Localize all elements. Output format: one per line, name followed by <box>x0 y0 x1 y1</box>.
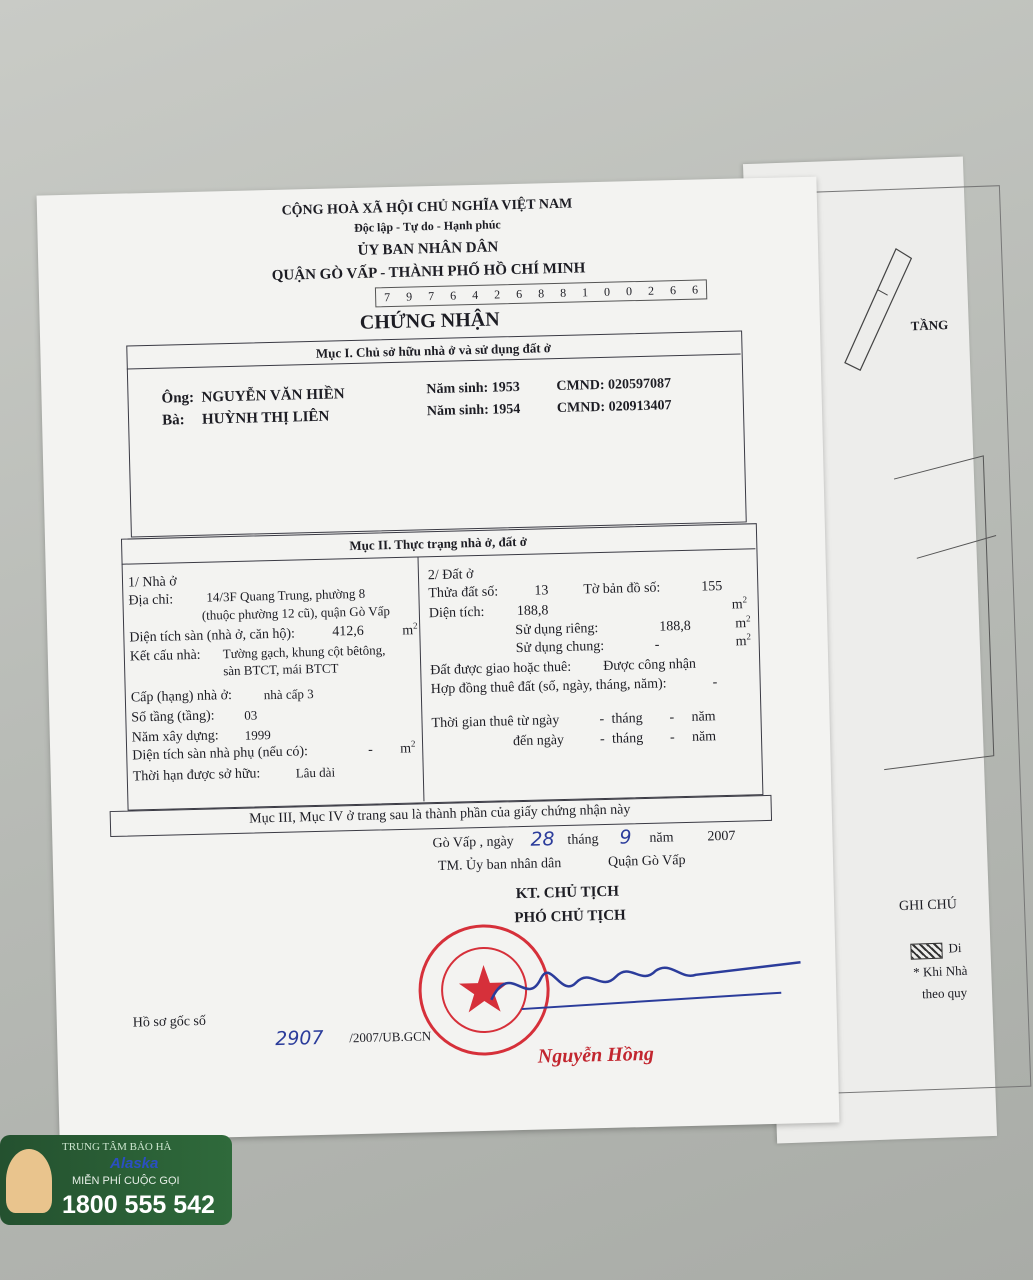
serial-digit: 0 <box>603 284 611 299</box>
serial-digit: 6 <box>691 282 699 297</box>
day-label: , ngày <box>479 834 514 851</box>
aux-area-value: - <box>368 742 374 758</box>
signature <box>480 932 812 1030</box>
floor-label: TẦNG <box>910 317 949 334</box>
serial-digit: 4 <box>471 287 479 303</box>
owner-1-prefix: Ông: <box>161 389 195 407</box>
owner-2-id: CMND: 020913407 <box>556 398 672 417</box>
lease-value: - <box>712 675 718 691</box>
built-label: Năm xây dựng: <box>131 728 219 746</box>
aux-area-label: Diện tích sàn nhà phụ (nếu có): <box>132 744 309 764</box>
address-label: Địa chỉ: <box>128 592 174 609</box>
floors-value: 03 <box>244 707 258 723</box>
owner-2-name: HUỲNH THỊ LIÊN <box>201 408 330 428</box>
note-line-1: Di <box>948 939 962 956</box>
private-value: 188,8 <box>659 618 691 635</box>
serial-digit: 6 <box>449 288 457 303</box>
certificate-page <box>37 177 840 1142</box>
sticker-brand: Alaska <box>110 1155 159 1172</box>
kt-title: KT. CHỦ TỊCH <box>515 883 620 903</box>
lease-from-month: - <box>669 710 675 726</box>
note-line-2: * Khi Nhà <box>913 962 968 980</box>
grant-value: Được công nhận <box>603 656 697 674</box>
grade-label: Cấp (hạng) nhà ở: <box>130 688 233 706</box>
serial-digit: 0 <box>625 284 633 299</box>
shared-unit: $m^2$ <box>735 631 752 650</box>
role-title: PHÓ CHỦ TỊCH <box>514 907 626 927</box>
location-map-sketch <box>853 436 1005 781</box>
place: Gò Vấp <box>432 835 477 852</box>
lease-to-label: đến ngày <box>512 732 565 750</box>
serial-digit: 1 <box>581 285 589 300</box>
day-value: 28 <box>530 828 555 851</box>
notes-heading: GHI CHÚ <box>898 897 958 915</box>
owner-1-name: NGUYỄN VĂN HIỀN <box>201 386 345 406</box>
year-label: năm <box>649 830 674 846</box>
serial-digit: 8 <box>559 285 567 300</box>
owner-1-birth: Năm sinh: 1953 <box>426 379 520 398</box>
committee-title: ỦY BAN NHÂN DÂN <box>357 239 499 259</box>
footnote: Mục III, Mục IV ở trang sau là thành phần của giấy chứng nhận này <box>249 802 631 827</box>
private-label: Sử dụng riêng: <box>515 621 599 639</box>
hatch-legend-icon <box>910 943 943 960</box>
service-sticker <box>0 1135 232 1225</box>
site-plan-sketch <box>816 237 941 381</box>
built-value: 1999 <box>244 727 271 743</box>
term-label: Thời hạn được sở hữu: <box>132 766 261 785</box>
grade-value: nhà cấp 3 <box>263 686 314 703</box>
land-title: 2/ Đất ở <box>427 567 474 584</box>
file-suffix: /2007/UB.GCN <box>349 1028 432 1046</box>
serial-digit: 6 <box>515 286 523 301</box>
plot-label: Thửa đất số: <box>428 584 499 602</box>
structure-line-2: sàn BTCT, mái BTCT <box>223 660 339 679</box>
shared-value: - <box>654 637 660 653</box>
note-line-3: theo quy <box>921 984 968 1002</box>
sticker-line-2: MIỄN PHÍ CUỘC GỌI <box>72 1175 180 1187</box>
lease-to-year-label: năm <box>691 729 717 745</box>
floors-label: Số tầng (tầng): <box>131 708 215 726</box>
area-unit: $m^2$ <box>731 594 748 613</box>
signer-name: Nguyễn Hồng <box>537 1042 655 1068</box>
map-value: 155 <box>701 579 723 595</box>
district-title: QUẬN GÒ VẤP - THÀNH PHỐ HỒ CHÍ MINH <box>271 260 586 284</box>
floor-area-value: 412,6 <box>332 623 364 640</box>
year-value: 2007 <box>707 828 736 845</box>
certificate-title: CHỨNG NHẬN <box>359 308 500 334</box>
area-label: Diện tích: <box>428 604 485 622</box>
owner-1-id: CMND: 020597087 <box>556 376 672 395</box>
grant-label: Đất được giao hoặc thuê: <box>430 659 572 679</box>
serial-digit: 2 <box>647 283 655 298</box>
month-value: 9 <box>619 826 632 849</box>
lease-to-day: - <box>599 731 605 748</box>
national-title: CỘNG HOÀ XÃ HỘI CHỦ NGHĨA VIỆT NAM <box>281 196 573 219</box>
term-value: Lâu dài <box>295 764 336 781</box>
owner-2-prefix: Bà: <box>161 412 185 429</box>
lease-label: Hợp đồng thuê đất (số, ngày, tháng, năm): <box>430 676 667 698</box>
structure-line-1: Tường gạch, khung cột bêtông, <box>222 642 386 662</box>
floor-area-label: Diện tích sàn (nhà ở, căn hộ): <box>129 626 296 646</box>
serial-number <box>375 279 707 307</box>
floor-area-unit: $m^2$ <box>402 620 418 639</box>
tm-label: TM. Ủy ban nhân dân <box>437 856 562 875</box>
section-2-heading: Mục II. Thực trạng nhà ở, đất ở <box>349 533 528 554</box>
mascot-icon <box>6 1149 52 1213</box>
motto: Độc lập - Tự do - Hạnh phúc <box>353 217 501 235</box>
owner-2-birth: Năm sinh: 1954 <box>426 401 521 420</box>
address-line-2: (thuộc phường 12 cũ), quận Gò Vấp <box>201 603 391 623</box>
address-line-1: 14/3F Quang Trung, phường 8 <box>206 585 366 605</box>
serial-digit: 7 <box>383 290 391 305</box>
section-1-heading: Mục I. Chủ sở hữu nhà ở và sử dụng đất ở <box>315 340 552 361</box>
lease-from-label: Thời gian thuê từ ngày <box>431 713 560 732</box>
serial-digit: 2 <box>493 287 501 302</box>
lease-from-day: - <box>599 711 605 728</box>
area-value: 188,8 <box>516 603 549 620</box>
shared-label: Sử dụng chung: <box>515 638 605 657</box>
structure-label: Kết cấu nhà: <box>129 647 201 665</box>
serial-digit: 9 <box>405 289 413 304</box>
serial-digit: 6 <box>669 283 677 298</box>
lease-from-year-label: năm <box>691 709 716 725</box>
lease-to-month: - <box>669 730 675 746</box>
serial-digit: 8 <box>537 286 545 301</box>
serial-digit: 7 <box>427 288 435 304</box>
aux-area-unit: $m^2$ <box>400 738 416 757</box>
sticker-phone: 1800 555 542 <box>62 1191 215 1219</box>
file-number: 2907 <box>274 1026 324 1051</box>
map-label: Tờ bản đồ số: <box>583 580 661 598</box>
lease-from-month-label: tháng <box>611 711 643 727</box>
private-unit: $m^2$ <box>735 613 751 632</box>
house-title: 1/ Nhà ở <box>127 574 177 591</box>
file-label: Hồ sơ gốc số <box>132 1013 207 1031</box>
month-label: tháng <box>567 832 599 848</box>
plot-value: 13 <box>534 583 549 599</box>
lease-to-month-label: tháng <box>611 731 644 747</box>
tm-district: Quận Gò Vấp <box>607 853 686 870</box>
sticker-line-1: TRUNG TÂM BẢO HÀ <box>62 1141 172 1153</box>
